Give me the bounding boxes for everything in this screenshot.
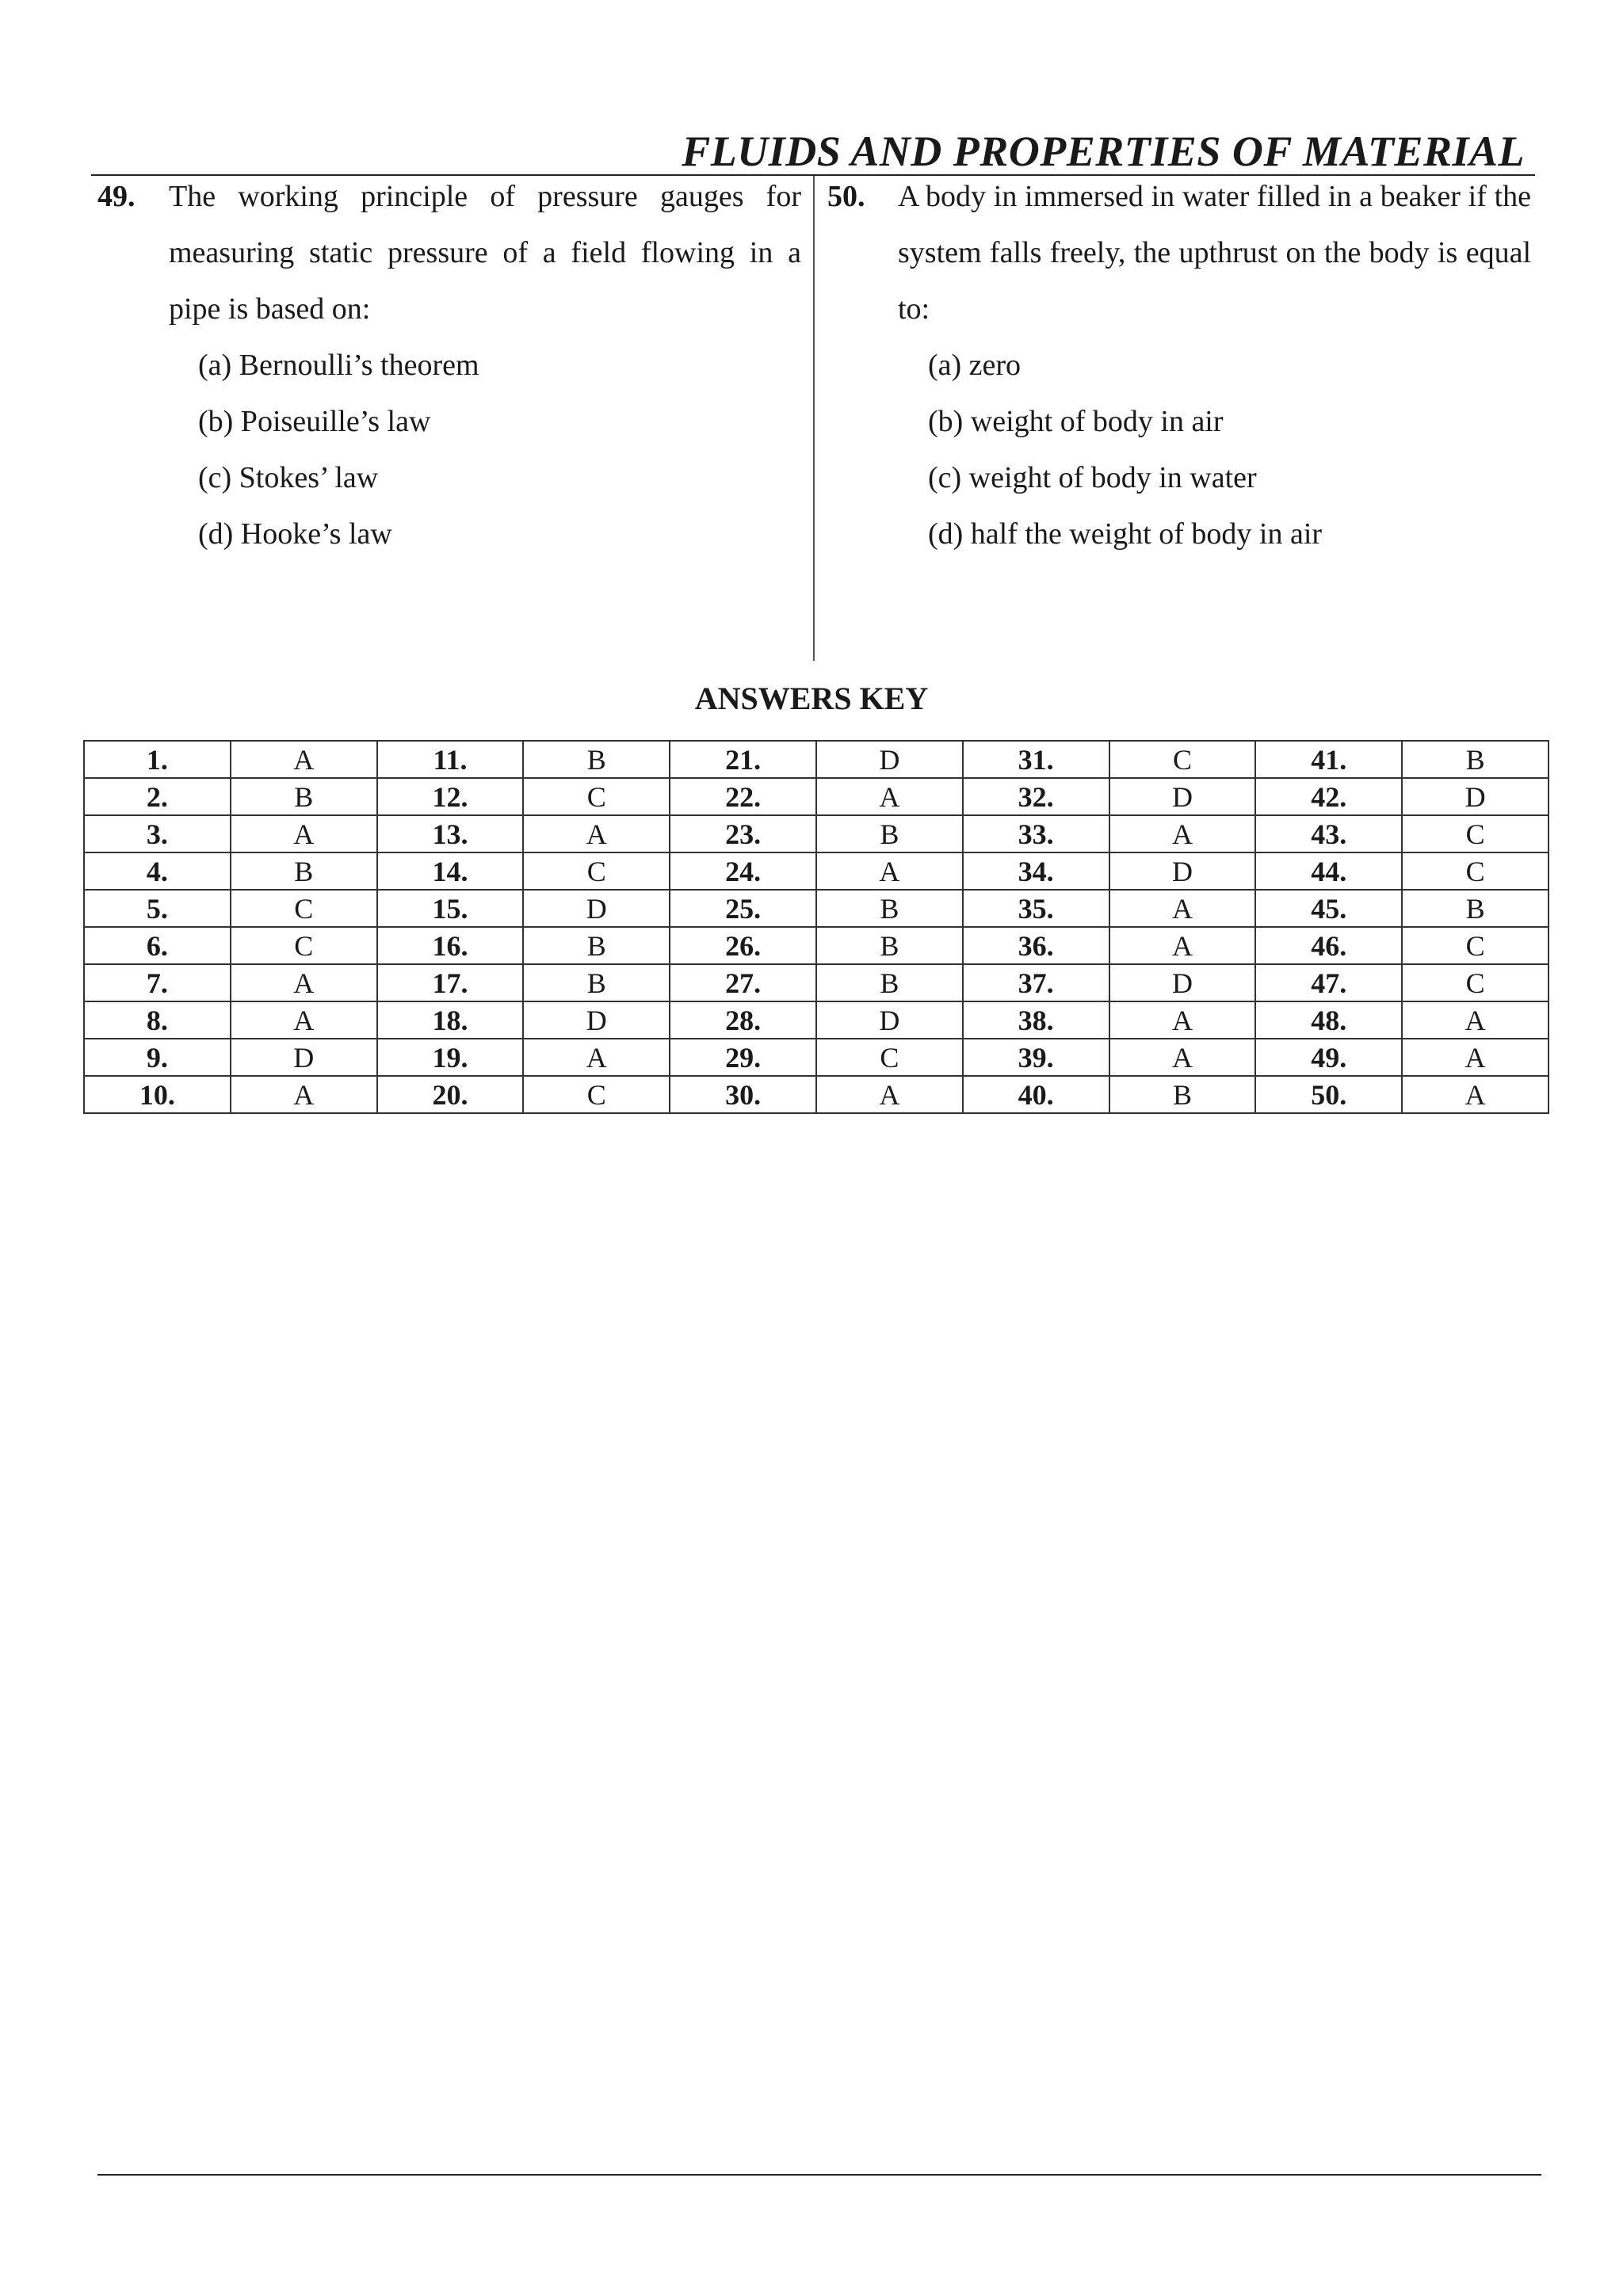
question-number-cell: 22.	[670, 778, 816, 815]
question-number-cell: 7.	[84, 964, 231, 1001]
question-text: The working principle of pressure gauges for measuring static pressure of a field flowing in a pipe is based on:	[169, 180, 801, 326]
question-number-cell: 34.	[963, 852, 1109, 890]
answer-cell: B	[816, 890, 963, 927]
question-number-cell: 40.	[963, 1076, 1109, 1113]
table-row	[84, 1039, 1549, 1076]
answer-cell: C	[1402, 927, 1549, 964]
question-number-cell: 9.	[84, 1039, 231, 1076]
option-c: (c) weight of body in water	[928, 461, 1257, 494]
answer-cell: A	[816, 778, 963, 815]
column-divider	[813, 176, 815, 661]
answer-cell: C	[523, 1076, 670, 1113]
answer-cell: D	[1109, 852, 1256, 890]
question-number-cell: 39.	[963, 1039, 1109, 1076]
question-number-cell: 38.	[963, 1001, 1109, 1039]
question-49	[97, 169, 801, 563]
answer-cell: A	[523, 1039, 670, 1076]
question-number-cell: 23.	[670, 815, 816, 852]
answer-cell: C	[523, 778, 670, 815]
answer-cell: A	[231, 1001, 377, 1039]
answer-cell: A	[1402, 1001, 1549, 1039]
option-list	[198, 338, 801, 563]
table-row	[84, 964, 1549, 1001]
answer-cell: B	[231, 852, 377, 890]
answer-key-title: ANSWERS KEY	[694, 681, 929, 716]
question-number-cell: 1.	[84, 741, 231, 778]
question-number-cell: 21.	[670, 741, 816, 778]
question-number-cell: 5.	[84, 890, 231, 927]
answer-cell: C	[1402, 815, 1549, 852]
answer-cell: D	[816, 1001, 963, 1039]
question-number-cell: 33.	[963, 815, 1109, 852]
table-row	[84, 890, 1549, 927]
answer-cell: B	[1402, 741, 1549, 778]
answer-cell: D	[816, 741, 963, 778]
question-number-cell: 30.	[670, 1076, 816, 1113]
question-number-cell: 10.	[84, 1076, 231, 1113]
question-50	[827, 169, 1531, 563]
answer-cell: A	[1109, 927, 1256, 964]
table-row	[84, 1001, 1549, 1039]
question-number-cell: 42.	[1255, 778, 1402, 815]
answer-cell: C	[816, 1039, 963, 1076]
answer-cell: A	[231, 815, 377, 852]
answer-cell: D	[231, 1039, 377, 1076]
answer-cell: C	[1402, 964, 1549, 1001]
answer-cell: D	[523, 890, 670, 927]
question-number-cell: 20.	[377, 1076, 524, 1113]
answer-cell: C	[1402, 852, 1549, 890]
question-number-cell: 14.	[377, 852, 524, 890]
table-row	[84, 778, 1549, 815]
answer-cell: B	[523, 964, 670, 1001]
option-b: (b) Poiseuille’s law	[198, 405, 431, 438]
question-number-cell: 18.	[377, 1001, 524, 1039]
question-number-cell: 12.	[377, 778, 524, 815]
option-list	[928, 338, 1531, 563]
option-a: (a) zero	[928, 349, 1022, 382]
table-row	[84, 741, 1549, 778]
option-d: (d) Hooke’s law	[198, 517, 392, 551]
answer-cell: B	[816, 815, 963, 852]
question-number-cell: 45.	[1255, 890, 1402, 927]
answer-cell: B	[231, 778, 377, 815]
answer-cell: B	[816, 964, 963, 1001]
answer-cell: B	[523, 741, 670, 778]
answer-cell: B	[816, 927, 963, 964]
question-number-cell: 25.	[670, 890, 816, 927]
question-number-cell: 3.	[84, 815, 231, 852]
answer-cell: C	[523, 852, 670, 890]
question-number-cell: 26.	[670, 927, 816, 964]
answer-cell: D	[1109, 964, 1256, 1001]
question-number-cell: 6.	[84, 927, 231, 964]
answer-cell: B	[1402, 890, 1549, 927]
footer-divider	[97, 2174, 1541, 2176]
table-row	[84, 1076, 1549, 1113]
table-row	[84, 815, 1549, 852]
answer-cell: A	[1109, 890, 1256, 927]
question-number-cell: 50.	[1255, 1076, 1402, 1113]
page-title: FLUIDS AND PROPERTIES OF MATERIAL	[682, 128, 1525, 175]
answer-cell: A	[523, 815, 670, 852]
answer-cell: A	[1109, 1039, 1256, 1076]
answer-cell: A	[816, 852, 963, 890]
answer-cell: C	[1109, 741, 1256, 778]
question-number-cell: 29.	[670, 1039, 816, 1076]
answer-cell: C	[231, 890, 377, 927]
question-number-cell: 47.	[1255, 964, 1402, 1001]
question-number-cell: 37.	[963, 964, 1109, 1001]
option-b: (b) weight of body in air	[928, 405, 1224, 438]
question-number-cell: 49.	[1255, 1039, 1402, 1076]
question-number-cell: 15.	[377, 890, 524, 927]
answer-cell: D	[1109, 778, 1256, 815]
option-c: (c) Stokes’ law	[198, 461, 379, 494]
answer-cell: D	[1402, 778, 1549, 815]
answer-cell: A	[231, 964, 377, 1001]
answer-cell: A	[816, 1076, 963, 1113]
question-number-cell: 43.	[1255, 815, 1402, 852]
question-number-cell: 19.	[377, 1039, 524, 1076]
question-number-cell: 17.	[377, 964, 524, 1001]
answer-cell: A	[1402, 1039, 1549, 1076]
question-number: 50.	[827, 180, 865, 213]
answer-cell: B	[523, 927, 670, 964]
answer-cell: A	[231, 741, 377, 778]
question-number-cell: 35.	[963, 890, 1109, 927]
answer-key-table	[83, 740, 1549, 1114]
table-row	[84, 927, 1549, 964]
answer-cell: A	[1109, 815, 1256, 852]
question-number-cell: 44.	[1255, 852, 1402, 890]
question-number-cell: 16.	[377, 927, 524, 964]
question-number-cell: 13.	[377, 815, 524, 852]
question-number-cell: 27.	[670, 964, 816, 1001]
question-number-cell: 4.	[84, 852, 231, 890]
question-number-cell: 28.	[670, 1001, 816, 1039]
answer-cell: A	[231, 1076, 377, 1113]
answer-cell: D	[523, 1001, 670, 1039]
question-number-cell: 36.	[963, 927, 1109, 964]
question-number-cell: 8.	[84, 1001, 231, 1039]
answer-cell: A	[1109, 1001, 1256, 1039]
question-text: A body in immersed in water filled in a beaker if the system falls freely, the upthrust on the body is equal to:	[898, 180, 1531, 326]
table-row	[84, 852, 1549, 890]
question-number-cell: 11.	[377, 741, 524, 778]
option-d: (d) half the weight of body in air	[928, 517, 1323, 551]
question-number-cell: 32.	[963, 778, 1109, 815]
question-number-cell: 2.	[84, 778, 231, 815]
option-a: (a) Bernoulli’s theorem	[198, 349, 479, 382]
answer-cell: A	[1402, 1076, 1549, 1113]
question-number-cell: 31.	[963, 741, 1109, 778]
answer-cell: B	[1109, 1076, 1256, 1113]
answer-cell: C	[231, 927, 377, 964]
question-number-cell: 41.	[1255, 741, 1402, 778]
question-number-cell: 46.	[1255, 927, 1402, 964]
question-number: 49.	[97, 180, 136, 213]
question-number-cell: 48.	[1255, 1001, 1402, 1039]
question-number-cell: 24.	[670, 852, 816, 890]
